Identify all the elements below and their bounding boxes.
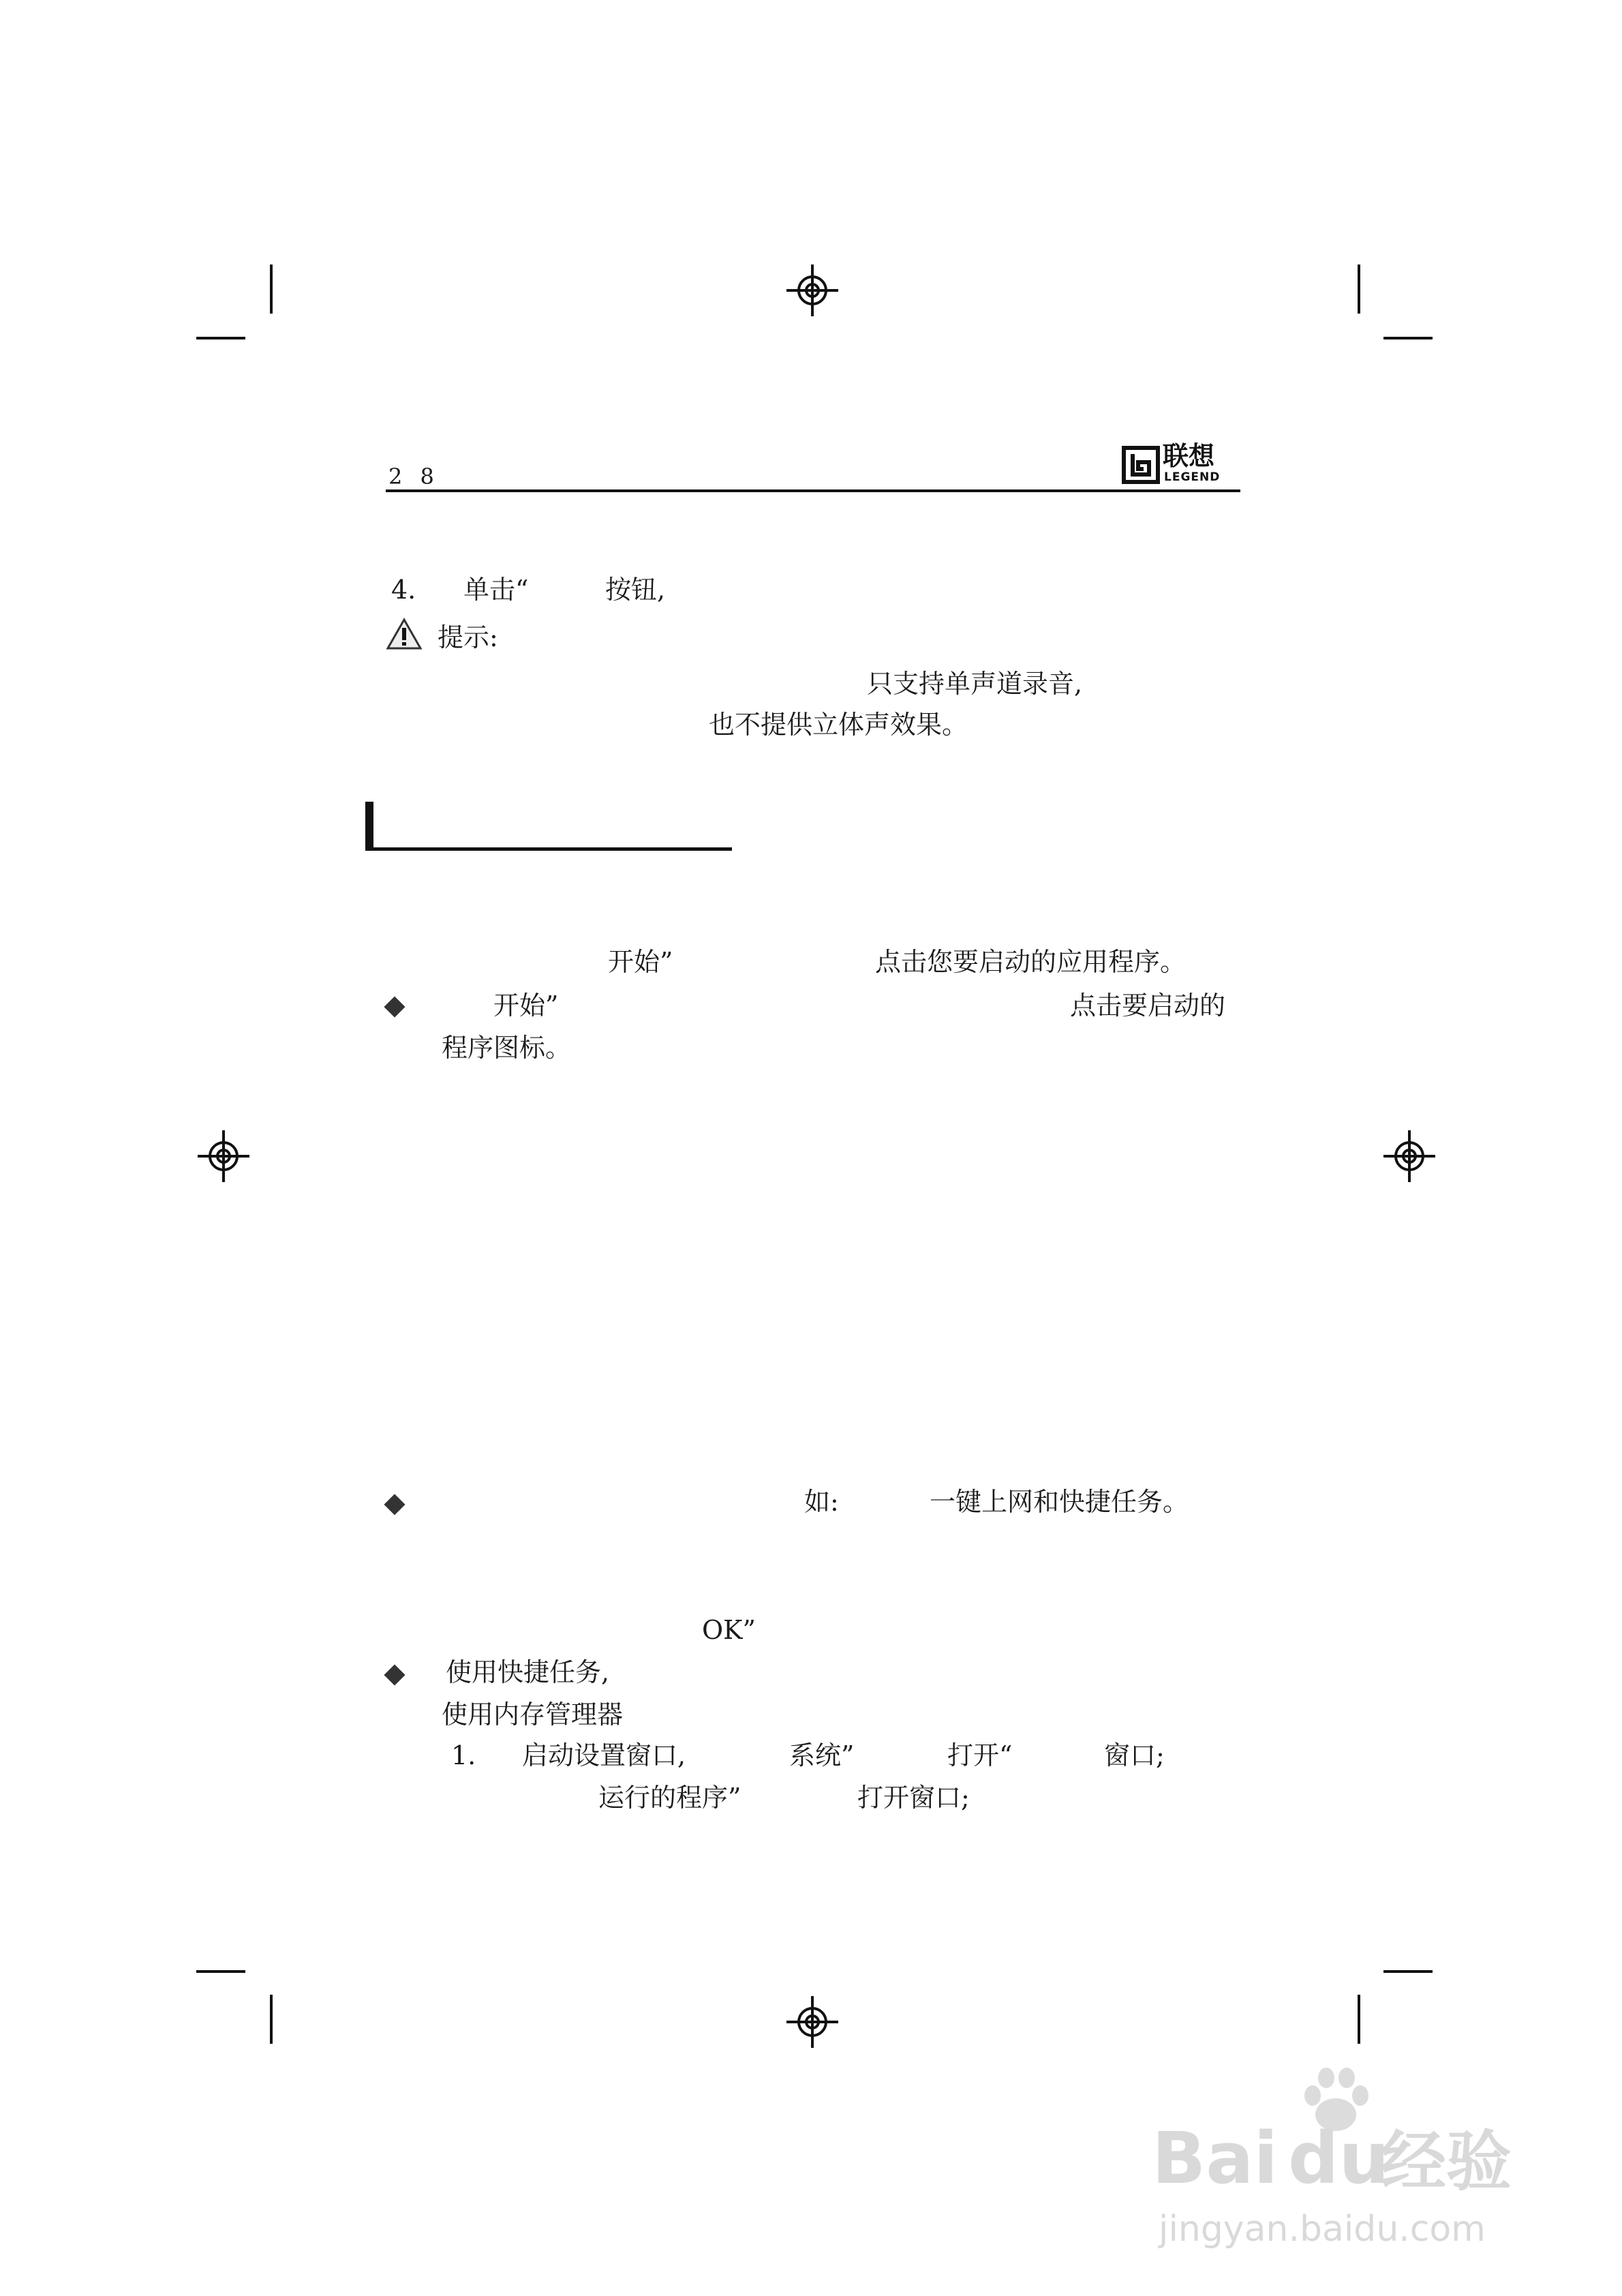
para1-text-b: 点击您要启动的应用程序。: [875, 947, 1187, 977]
bullet3-text-b: 使用内存管理器: [442, 1700, 624, 1729]
bullet-diamond-icon: [384, 1494, 405, 1515]
step1-text-a: 启动设置窗口,: [522, 1740, 686, 1770]
tip-label: 提示:: [438, 622, 498, 652]
step1-text-f: 打开窗口;: [857, 1783, 970, 1813]
step1-number: 1.: [451, 1740, 476, 1770]
crop-mark-top-right-vertical: [1358, 265, 1360, 314]
registration-mark-top-icon: [784, 262, 841, 319]
bullet3-text-a: 使用快捷任务,: [446, 1657, 610, 1687]
ok-text: OK”: [702, 1615, 756, 1645]
crop-mark-bottom-left-horizontal: [196, 1970, 245, 1973]
step1-text-d: 窗口;: [1104, 1740, 1165, 1770]
step4-text-b: 按钮,: [605, 575, 666, 605]
bullet2-text-b: 一键上网和快捷任务。: [930, 1487, 1189, 1517]
step1-text-b: 系统”: [789, 1740, 855, 1770]
para1-text-a: 开始”: [608, 947, 673, 977]
watermark-brand-cn: 经验: [1381, 2124, 1512, 2200]
crop-mark-bottom-left-vertical: [270, 1995, 273, 2044]
watermark-brand-b: du: [1288, 2117, 1390, 2200]
step4-text-a: 单击“: [463, 575, 529, 605]
watermark-url: jingyan.baidu.com: [1159, 2209, 1486, 2250]
logo-cn-text: 联想: [1163, 441, 1215, 471]
bullet1-text-a: 开始”: [493, 991, 559, 1021]
step1-text-c: 打开“: [947, 1740, 1013, 1770]
registration-mark-right-icon: [1381, 1128, 1438, 1185]
registration-mark-left-icon: [195, 1128, 252, 1185]
bullet1-text-c: 程序图标。: [442, 1033, 572, 1063]
crop-mark-bottom-right-vertical: [1358, 1995, 1360, 2044]
tip-line1: 只支持单声道录音,: [867, 669, 1083, 699]
step1-text-e: 运行的程序”: [598, 1783, 741, 1813]
registration-mark-bottom-icon: [784, 1993, 841, 2051]
crop-mark-bottom-right-horizontal: [1383, 1970, 1433, 1973]
legend-logo-mark-icon: [1122, 446, 1160, 484]
bullet-diamond-icon: [384, 1664, 405, 1685]
baidu-watermark: [1152, 2059, 1533, 2256]
watermark-brand-a: Bai: [1152, 2117, 1279, 2200]
crop-mark-top-left-horizontal: [196, 337, 245, 339]
crop-mark-top-left-vertical: [270, 265, 273, 314]
bullet1-text-b: 点击要启动的: [1070, 991, 1226, 1021]
legend-logo: [1122, 442, 1242, 487]
section-heading-bar: [365, 802, 373, 851]
page-number: 2 8: [388, 464, 440, 489]
step4-number: 4.: [391, 575, 416, 605]
warning-triangle-icon: [386, 618, 423, 650]
bullet2-text-a: 如:: [804, 1487, 839, 1517]
bullet-diamond-icon: [384, 996, 405, 1017]
logo-en-text: LEGEND: [1164, 470, 1221, 484]
header-rule: [386, 489, 1240, 492]
crop-mark-top-right-horizontal: [1383, 337, 1433, 339]
tip-line2: 也不提供立体声效果。: [709, 710, 968, 740]
section-heading-rule: [365, 847, 732, 851]
